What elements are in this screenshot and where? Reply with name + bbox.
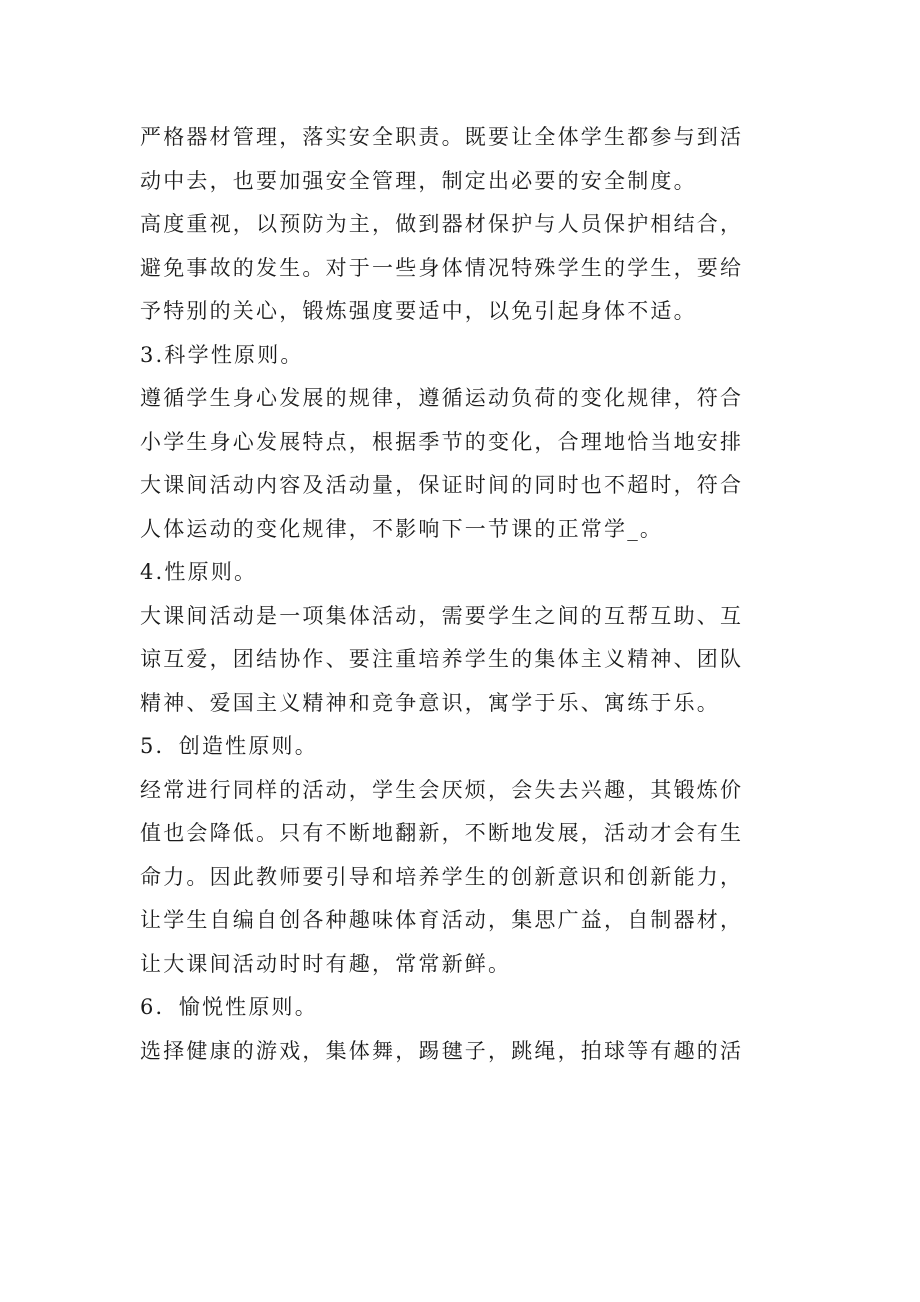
document-body xyxy=(140,116,800,1073)
paragraph-line: 大课间活动内容及活动量，保证时间的同时也不超时，符合 xyxy=(140,473,744,497)
paragraph-line: 小学生身心发展特点，根据季节的变化，合理地恰当地安排 xyxy=(140,429,744,454)
paragraph-line: 让大课间活动时时有趣，常常新鲜。 xyxy=(140,951,512,976)
paragraph-line: 予特别的关心，锻炼强度要适中，以免引起身体不适。 xyxy=(140,299,697,323)
paragraph-line: 动中去，也要加强安全管理，制定出必要的安全制度。 xyxy=(140,168,697,193)
paragraph-line: 大课间活动是一项集体活动，需要学生之间的互帮互助、互 xyxy=(140,603,744,628)
paragraph-line: 选择健康的游戏，集体舞，踢毽子，跳绳，拍球等有趣的活 xyxy=(140,1038,744,1063)
paragraph-line: 遵循学生身心发展的规律，遵循运动负荷的变化规律，符合 xyxy=(140,386,744,410)
paragraph-line: 人体运动的变化规律，不影响下一节课的正常学_。 xyxy=(140,516,664,541)
paragraph-line: 让学生自编自创各种趣味体育活动，集思广益，自制器材， xyxy=(140,908,744,932)
paragraph-line: 值也会降低。只有不断地翻新，不断地发展，活动才会有生 xyxy=(140,821,744,845)
section-heading-4: 4.性原则。 xyxy=(140,560,258,584)
section-heading-scientific: 3.科学性原则。 xyxy=(140,342,304,367)
section-heading-creativity: 5．创造性原则。 xyxy=(140,734,318,758)
paragraph-line: 经常进行同样的活动，学生会厌烦，会失去兴趣，其锻炼价 xyxy=(140,777,744,802)
paragraph-line: 谅互爱，团结协作、要注重培养学生的集体主义精神、团队 xyxy=(140,647,744,671)
paragraph-line: 命力。因此教师要引导和培养学生的创新意识和创新能力， xyxy=(140,864,744,889)
section-heading-pleasure: 6．愉悦性原则。 xyxy=(140,995,318,1019)
paragraph-line: 高度重视，以预防为主，做到器材保护与人员保护相结合， xyxy=(140,212,744,236)
paragraph-line: 精神、爱国主义精神和竞争意识，寓学于乐、寓练于乐。 xyxy=(140,690,720,715)
paragraph-line: 避免事故的发生。对于一些身体情况特殊学生的学生，要给 xyxy=(140,255,744,280)
paragraph-line: 严格器材管理，落实安全职责。既要让全体学生都参与到活 xyxy=(140,125,744,149)
